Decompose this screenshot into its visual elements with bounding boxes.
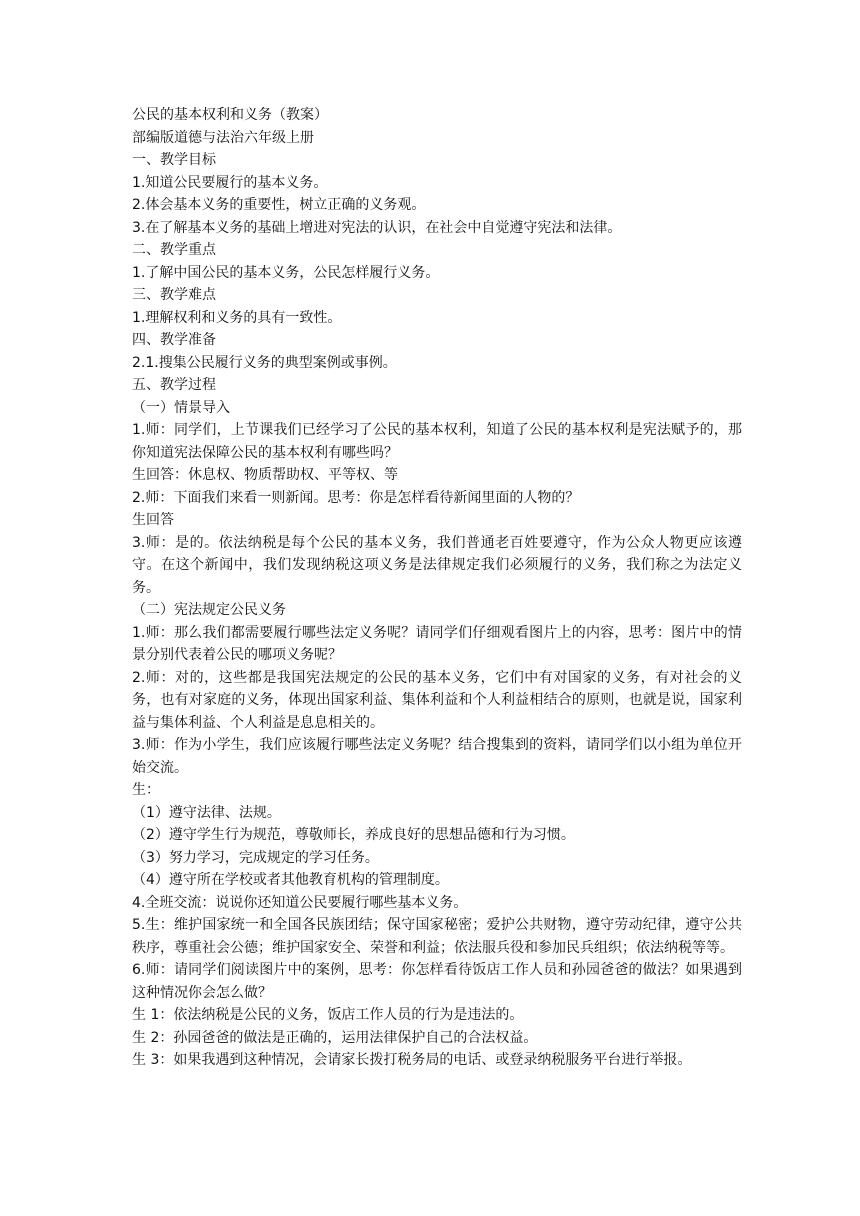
paragraph: 2.1.搜集公民履行义务的典型案例或事例。 (132, 354, 397, 371)
list-item: （2）遵守学生行为规范，尊敬师长，养成良好的思想品德和行为习惯。 (132, 827, 575, 843)
section-heading: 三、教学难点 (132, 287, 216, 303)
paragraph: 1.了解中国公民的基本义务，公民怎样履行义务。 (132, 264, 440, 281)
subsection-heading: （一）情景导入 (132, 399, 230, 416)
section-heading: 四、教学准备 (132, 332, 216, 348)
section-heading: 二、教学重点 (132, 242, 216, 258)
paragraph: 2.体会基本义务的重要性，树立正确的义务观。 (132, 197, 426, 213)
paragraph: 生 1：依法纳税是公民的义务，饭店工作人员的行为是违法的。 (132, 1007, 524, 1023)
paragraph: 1.知道公民要履行的基本义务。 (132, 174, 328, 191)
paragraph: 生回答 (132, 512, 174, 528)
paragraph: 1.理解权利和义务的具有一致性。 (132, 309, 342, 326)
list-item: （4）遵守所在学校或者其他教育机构的管理制度。 (132, 872, 449, 888)
paragraph: 5.生：维护国家统一和全国各民族团结；保守国家秘密；爱护公共财物，遵守劳动纪律，遵守公共秩序，尊重社会公德；维护国家安全、荣誉和利益；依法服兵役和参加民兵组织；依法纳税等等。 (132, 917, 742, 956)
paragraph: 1.师：同学们，上节课我们已经学习了公民的基本权利，知道了公民的基本权利是宪法赋予的，那你知道宪法保障公民的基本权利有哪些吗？ (132, 422, 742, 461)
paragraph: 4.全班交流：说说你还知道公民要履行哪些基本义务。 (132, 894, 468, 911)
paragraph: 3.师：是的。依法纳税是每个公民的基本义务，我们普通老百姓要遵守，作为公众人物更应该遵守。在这个新闻中，我们发现纳税这项义务是法律规定我们必须履行的义务，我们称之为法定义务。 (132, 534, 742, 596)
paragraph: 生 3：如果我遇到这种情况，会请家长拨打税务局的电话、或登录纳税服务平台进行举报。 (132, 1052, 692, 1068)
paragraph: 3.师：作为小学生，我们应该履行哪些法定义务呢？结合搜集到的资料，请同学们以小组为单位开始交流。 (132, 737, 742, 776)
paragraph: 生： (132, 782, 160, 798)
document-body (132, 104, 742, 1072)
document-subtitle: 部编版道德与法治六年级上册 (132, 129, 314, 146)
paragraph: 2.师：下面我们来看一则新闻。思考：你是怎样看待新闻里面的人物的？ (132, 489, 580, 506)
list-item: （1）遵守法律、法规。 (132, 804, 281, 821)
paragraph: 3.在了解基本义务的基础上增进对宪法的认识，在社会中自觉遵守宪法和法律。 (132, 219, 622, 236)
section-heading: 五、教学过程 (132, 377, 216, 393)
list-item: （3）努力学习，完成规定的学习任务。 (132, 849, 379, 866)
paragraph: 生回答：休息权、物质帮助权、平等权、等 (132, 467, 398, 483)
paragraph: 生 2：孙园爸爸的做法是正确的，运用法律保护自己的合法权益。 (132, 1029, 538, 1046)
subsection-heading: （二）宪法规定公民义务 (132, 602, 286, 618)
section-heading: 一、教学目标 (132, 152, 216, 168)
paragraph: 2.师：对的，这些都是我国宪法规定的公民的基本义务，它们中有对国家的义务，有对社会的义务，也有对家庭的义务，体现出国家利益、集体利益和个人利益相结合的原则，也就是说，国家利益与集体利益、个人利益是息息相关的。 (132, 669, 742, 731)
document-title: 公民的基本权利和义务（教案） (132, 107, 328, 123)
paragraph: 6.师：请同学们阅读图片中的案例，思考：你怎样看待饭店工作人员和孙园爸爸的做法？如果遇到这种情况你会怎么做？ (132, 962, 742, 1001)
paragraph: 1.师：那么我们都需要履行哪些法定义务呢？请同学们仔细观看图片上的内容，思考：图片中的情景分别代表着公民的哪项义务呢？ (132, 624, 742, 663)
